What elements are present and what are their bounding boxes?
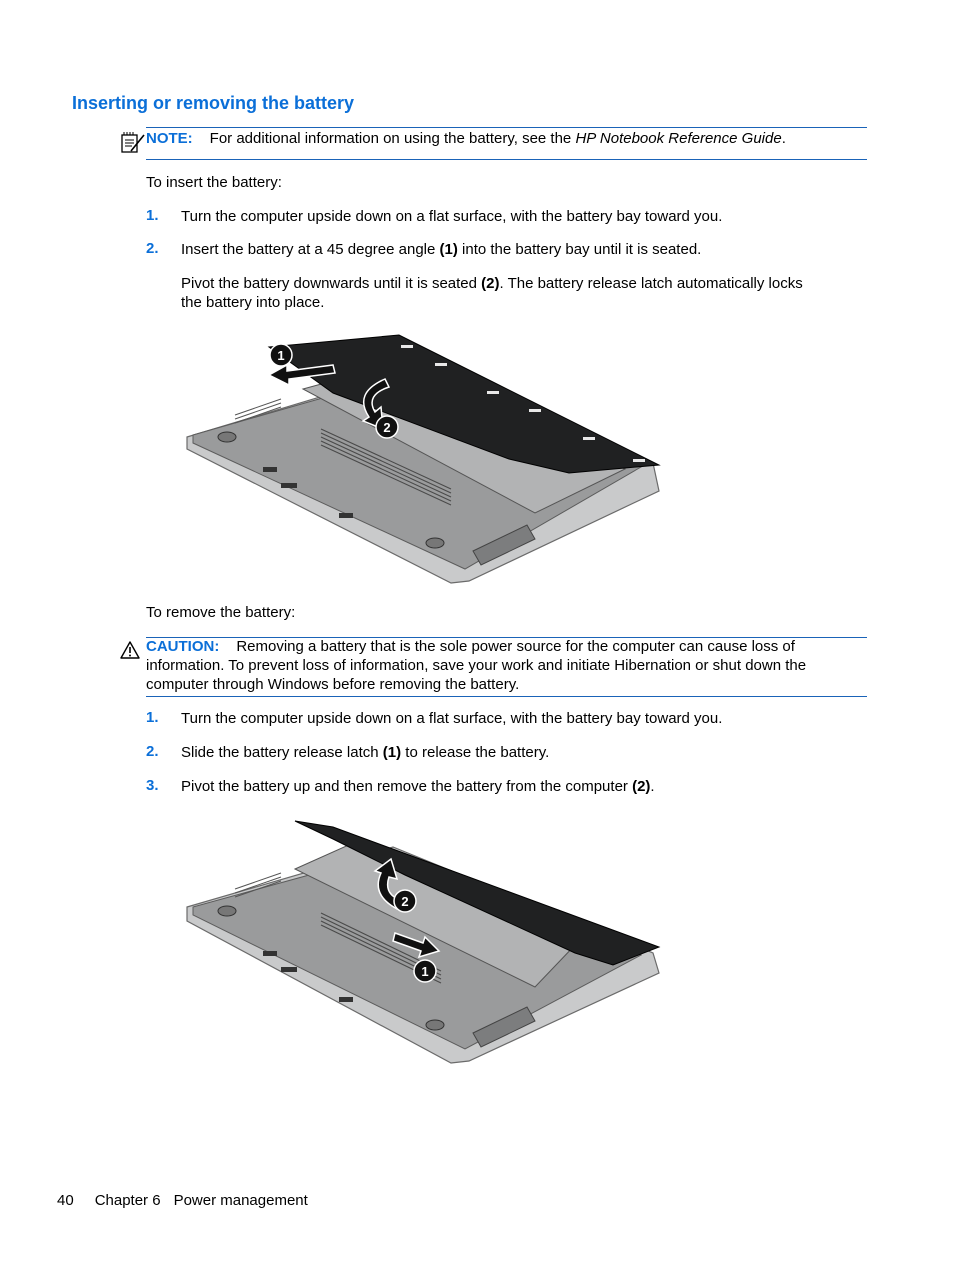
callout-reference: (2): [632, 778, 651, 795]
callout-2: [394, 890, 416, 912]
insert-step-number: 2.: [146, 240, 159, 257]
insert-step-number: 1.: [146, 207, 159, 224]
footer-chapter-title: Power management: [173, 1192, 308, 1209]
remove-step-text: [181, 777, 655, 796]
caution-line-1: [146, 637, 806, 656]
insert-battery-illustration: [183, 333, 663, 585]
caution-line-3: computer through Windows before removing the battery.: [146, 676, 520, 693]
note-bottom-rule: [146, 159, 867, 160]
step-text-part: Slide the battery release latch: [181, 744, 383, 761]
callout-reference: (2): [481, 275, 500, 292]
remove-battery-illustration: [183, 815, 663, 1067]
svg-text:2: 2: [401, 894, 409, 909]
remove-step-text: [181, 709, 722, 728]
insert-step-text: [181, 240, 701, 259]
page-number: 40: [57, 1192, 74, 1209]
note-paragraph: [146, 129, 786, 148]
callout-2: [376, 416, 398, 438]
note-icon: [119, 131, 147, 155]
footer-chapter: Chapter 6: [94, 1192, 161, 1209]
note-top-rule: [146, 127, 867, 128]
svg-text:1: 1: [421, 964, 429, 979]
remove-step-number: 3.: [146, 777, 159, 794]
step-text-part: Pivot the battery downwards until it is seated: [181, 275, 482, 292]
insert-step-text: [181, 207, 722, 226]
step-text-part: Pivot the battery up and then remove the battery from the computer: [181, 778, 633, 795]
callout-reference: (1): [382, 744, 402, 761]
note-text-end: .: [781, 130, 786, 147]
step-text-part: . The battery release latch automatically locks: [499, 275, 803, 292]
step-text-part: Turn the computer upside down on a flat surface, with the battery bay toward you.: [181, 710, 723, 727]
caution-line-2: information. To prevent loss of information, save your work and initiate Hibernation or shut down the: [146, 657, 807, 674]
note-reference-title: HP Notebook Reference Guide: [575, 130, 782, 147]
caution-label: CAUTION:: [146, 638, 220, 655]
callout-1: [270, 344, 292, 366]
svg-text:2: 2: [383, 420, 391, 435]
callout-reference: (1): [439, 241, 458, 258]
caution-paragraph: [146, 637, 806, 694]
remove-step-number: 1.: [146, 709, 159, 726]
callout-1: [414, 960, 436, 982]
svg-text:1: 1: [277, 348, 285, 363]
step-text-part: to release the battery.: [401, 744, 550, 761]
remove-step-number: 2.: [146, 743, 159, 760]
step-text-part: Turn the computer upside down on a flat surface, with the battery bay toward you.: [181, 208, 723, 225]
page-footer: [57, 1192, 308, 1209]
remove-step-text: [181, 743, 549, 762]
caution-warning-icon: [119, 640, 141, 660]
section-heading: Inserting or removing the battery: [72, 93, 355, 113]
step-text-part: Insert the battery at a 45 degree angle: [181, 241, 440, 258]
caution-text: Removing a battery that is the sole power source for the computer can cause loss of: [236, 638, 795, 655]
note-text: For additional information on using the battery, see the: [209, 130, 576, 147]
caution-bottom-rule: [146, 696, 867, 697]
insert-step-continuation-line2: the battery into place.: [181, 294, 325, 311]
remove-intro: To remove the battery:: [146, 604, 296, 621]
insert-step-continuation: [181, 274, 803, 293]
step-text-part: .: [650, 778, 655, 795]
insert-intro: To insert the battery:: [146, 174, 282, 191]
step-text-part: into the battery bay until it is seated.: [457, 241, 702, 258]
note-label: NOTE:: [146, 130, 193, 147]
